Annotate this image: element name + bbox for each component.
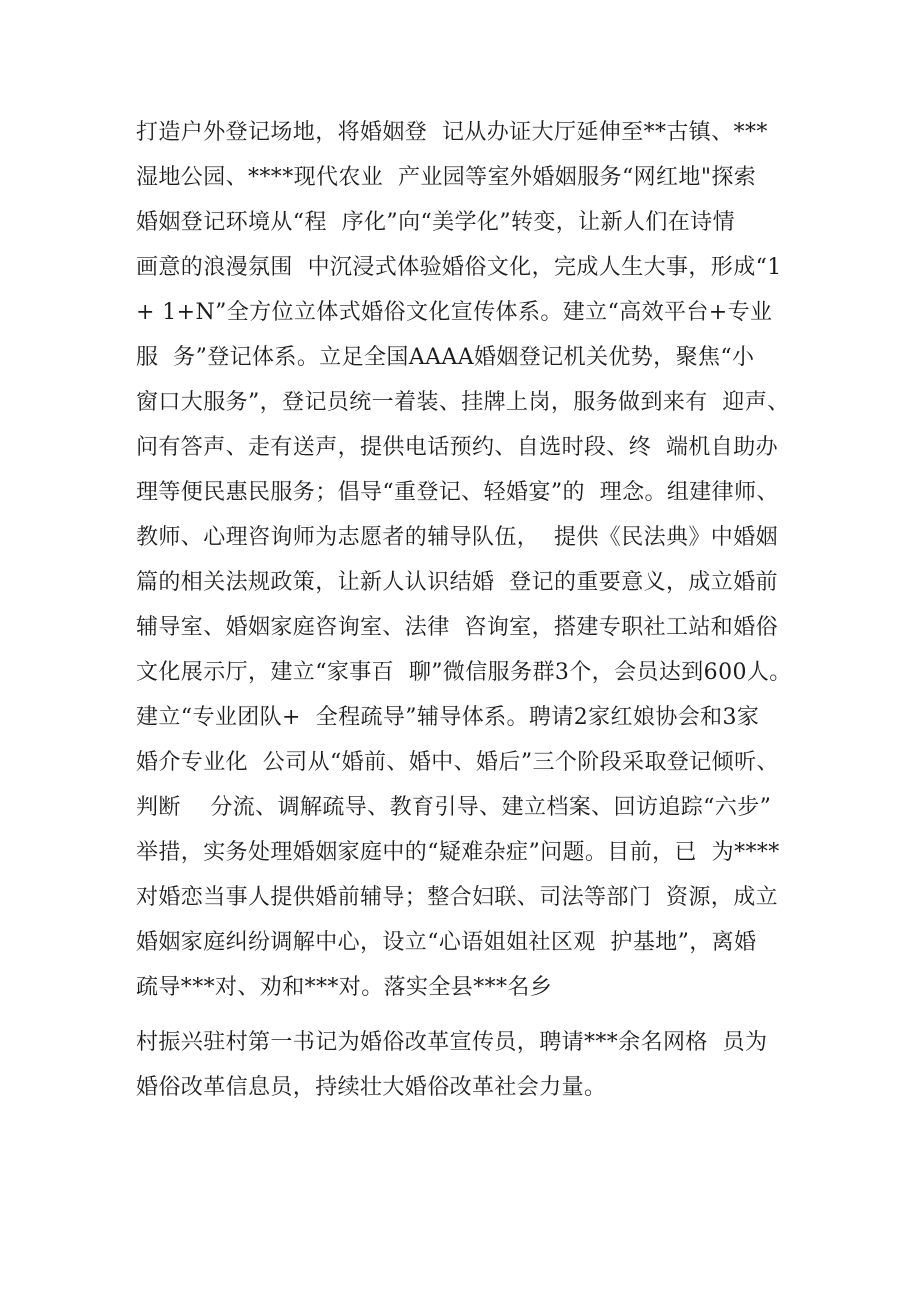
text-line: 辅导室、婚姻家庭咨询室、法律 咨询室，搭建专职社工站和婚俗 bbox=[136, 615, 778, 640]
text-line: 村振兴驻村第一书记为婚俗改革宣传员，聘请***余名网格 员为 bbox=[136, 1030, 768, 1055]
text-line: 打造户外登记场地，将婚姻登 记从办证大厅延伸至**古镇、*** bbox=[136, 120, 768, 145]
text-line: + 1+N”全方位立体式婚俗文化宣传体系。建立“高效平台+专业 bbox=[136, 300, 773, 325]
text-line: 文化展示厅，建立“家事百 聊”微信服务群3个，会员达到600人。 bbox=[136, 660, 792, 685]
text-line: 疏导***对、劝和***对。落实全县***名乡 bbox=[136, 975, 553, 1000]
text-line: 婚介专业化 公司从“婚前、婚中、婚后”三个阶段采取登记倾听、 bbox=[136, 750, 779, 775]
text-line: 问有答声、走有送声，提供电话预约、自选时段、终 端机自助办 bbox=[136, 435, 778, 460]
text-line: 篇的相关法规政策，让新人认识结婚 登记的重要意义，成立婚前 bbox=[136, 570, 778, 595]
text-line: 服 务”登记体系。立足全国AAAA婚姻登记机关优势，聚焦“小 bbox=[136, 345, 755, 370]
paragraph-gap bbox=[136, 1010, 826, 1020]
text-line: 判断 分流、调解疏导、教育引导、建立档案、回访追踪“六步” bbox=[136, 795, 772, 820]
text-line: 婚俗改革信息员，持续壮大婚俗改革社会力量。 bbox=[136, 1075, 607, 1100]
body-text bbox=[136, 110, 826, 1110]
text-line: 窗口大服务”，登记员统一着装、挂牌上岗，服务做到来有 迎声、 bbox=[136, 390, 790, 415]
text-line: 教师、心理咨询师为志愿者的辅导队伍， 提供《民法典》中婚姻 bbox=[136, 525, 778, 550]
text-line: 画意的浪漫氛围 中沉浸式体验婚俗文化，完成人生大事，形成“1 bbox=[136, 255, 782, 280]
text-line: 对婚恋当事人提供婚前辅导；整合妇联、司法等部门 资源，成立 bbox=[136, 885, 778, 910]
text-line: 婚姻家庭纠纷调解中心，设立“心语姐姐社区观 护基地”，离婚 bbox=[136, 930, 757, 955]
text-line: 湿地公园、****现代农业 产业园等室外婚姻服务“网红地"探索 bbox=[136, 165, 757, 190]
text-line: 举措，实务处理婚姻家庭中的“疑难杂症”问题。目前，已 为**** bbox=[136, 840, 780, 865]
text-line: 理等便民惠民服务；倡导“重登记、轻婚宴”的 理念。组建律师、 bbox=[136, 480, 779, 505]
text-line: 建立“专业团队+ 全程疏导”辅导体系。聘请2家红娘协会和3家 bbox=[136, 705, 760, 730]
text-line: 婚姻登记环境从“程 序化”向“美学化”转变，让新人们在诗情 bbox=[136, 210, 735, 235]
